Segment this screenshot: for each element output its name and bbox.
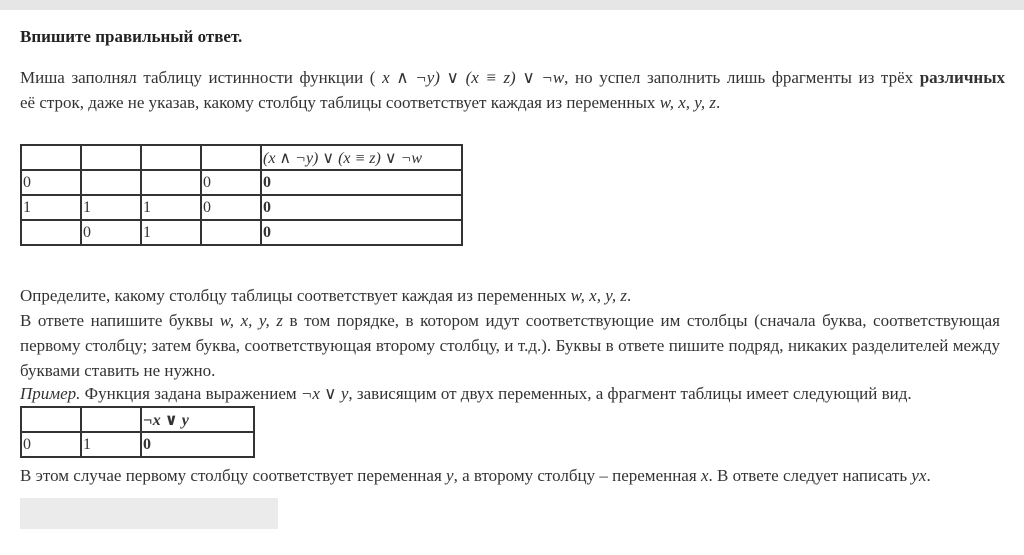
header-cell	[81, 145, 141, 170]
header-cell	[21, 145, 81, 170]
table-cell: 1	[81, 432, 141, 457]
top-bar	[0, 0, 1024, 10]
table-row	[21, 195, 462, 220]
function-header-cell: (x ∧ ¬y) ∨ (x ≡ z) ∨ ¬w	[261, 145, 462, 170]
table-cell: 0	[201, 170, 261, 195]
function-header-cell: ¬x ∨ y	[141, 407, 254, 432]
example-text: Пример. Функция задана выражением ¬x ∨ y, зависящим от двух переменных, а фрагмент таблицы имеет следующий вид.	[20, 384, 912, 403]
table-row	[21, 220, 462, 245]
example-table	[20, 406, 255, 458]
answer-rules-text: В ответе напишите буквы w, x, y, z в том порядке, в котором идут соответствующие им столбцы (сначала буква, соответствующая первому столбцу; затем буква, соответствующая второму столбцу, и т.д.). Буквы в ответе пишите подряд, никаких разделителей между буквами ставить не нужно.	[20, 311, 1000, 380]
function-value-cell: 0	[141, 432, 254, 457]
table-cell: 1	[141, 220, 201, 245]
intro-line-1: Миша заполнял таблицу истинности функции ( x ∧ ¬y) ∨ (x ≡ z) ∨ ¬w, но успел заполнить лишь фрагменты из трёх различных	[20, 68, 1005, 87]
table-row	[21, 432, 254, 457]
table-cell	[141, 170, 201, 195]
question-text: Определите, какому столбцу таблицы соответствует каждая из переменных w, x, y, z.	[20, 286, 632, 305]
answer-input[interactable]	[20, 498, 278, 529]
truth-table-header	[21, 145, 462, 170]
table-row	[21, 170, 462, 195]
table-cell: 0	[21, 432, 81, 457]
table-cell: 1	[141, 195, 201, 220]
intro-line-2: её строк, даже не указав, какому столбцу таблицы соответствует каждая из переменных w, x, y, z.	[20, 93, 721, 112]
conclusion-text: В этом случае первому столбцу соответствует переменная y, а второму столбцу – переменная x. В ответе следует написать yx.	[20, 466, 931, 485]
table-cell	[81, 170, 141, 195]
truth-table	[20, 144, 463, 246]
header-cell	[141, 145, 201, 170]
table-cell: 1	[21, 195, 81, 220]
table-cell: 0	[81, 220, 141, 245]
header-cell	[81, 407, 141, 432]
header-cell	[21, 407, 81, 432]
instruction-heading: Впишите правильный ответ.	[20, 27, 243, 46]
table-cell: 0	[21, 170, 81, 195]
function-value-cell: 0	[261, 220, 462, 245]
example-table-header	[21, 407, 254, 432]
table-cell: 0	[201, 195, 261, 220]
header-cell	[201, 145, 261, 170]
function-value-cell: 0	[261, 170, 462, 195]
table-cell	[21, 220, 81, 245]
table-cell	[201, 220, 261, 245]
function-value-cell: 0	[261, 195, 462, 220]
intro-paragraph	[20, 65, 1005, 115]
table-cell: 1	[81, 195, 141, 220]
